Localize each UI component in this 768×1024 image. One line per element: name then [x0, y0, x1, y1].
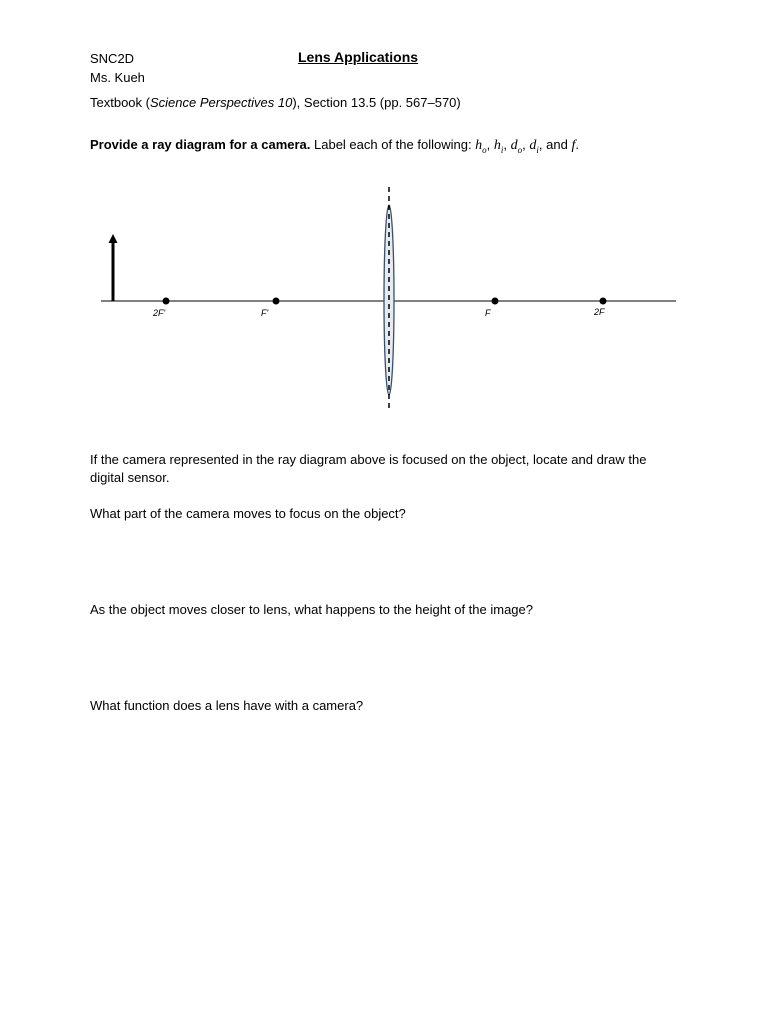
question-2: What part of the camera moves to focus on the object?: [90, 506, 406, 521]
symbol-do: $d_o$: [510, 138, 523, 155]
course-code: SNC2D: [90, 51, 135, 66]
diagram-prompt: Provide a ray diagram for a camera. Label each of the following: $h_o$, $h_i$, $d_o$, $d_i$, and f.: [90, 137, 579, 155]
label-f-prime: F': [261, 308, 269, 318]
prompt-and: and: [546, 137, 568, 152]
symbol-hi: $h_i$: [493, 138, 504, 155]
prompt-text: Label each of the following:: [310, 137, 476, 152]
question-4: What function does a lens have with a camera?: [90, 698, 364, 713]
textbook-title: Science Perspectives 10: [149, 95, 293, 110]
symbol-ho: $h_o$: [475, 138, 487, 155]
textbook-suffix: ), Section 13.5 (pp. 567–570): [292, 95, 461, 110]
question-3: As the object moves closer to lens, what happens to the height of the image?: [90, 602, 533, 617]
label-2f-prime: 2F': [153, 308, 166, 318]
ray-diagram: [0, 180, 768, 420]
question-1: If the camera represented in the ray diagram above is focused on the object, locate and draw the digital sensor.: [90, 452, 647, 485]
point-f: [492, 298, 499, 305]
label-2f: 2F: [594, 307, 605, 317]
prompt-bold: Provide a ray diagram for a camera.: [90, 137, 311, 152]
point-2f-prime: [163, 298, 170, 305]
point-f-prime: [273, 298, 280, 305]
teacher-name: Ms. Kueh: [90, 70, 145, 85]
symbol-f: f: [571, 138, 576, 153]
object-arrowhead: [109, 234, 118, 243]
textbook-prefix: Textbook (: [90, 95, 150, 110]
label-f: F: [485, 308, 491, 318]
textbook-reference: [90, 95, 461, 110]
point-2f: [600, 298, 607, 305]
page-title: Lens Applications: [298, 49, 419, 65]
symbol-di: $d_i$: [529, 138, 539, 155]
